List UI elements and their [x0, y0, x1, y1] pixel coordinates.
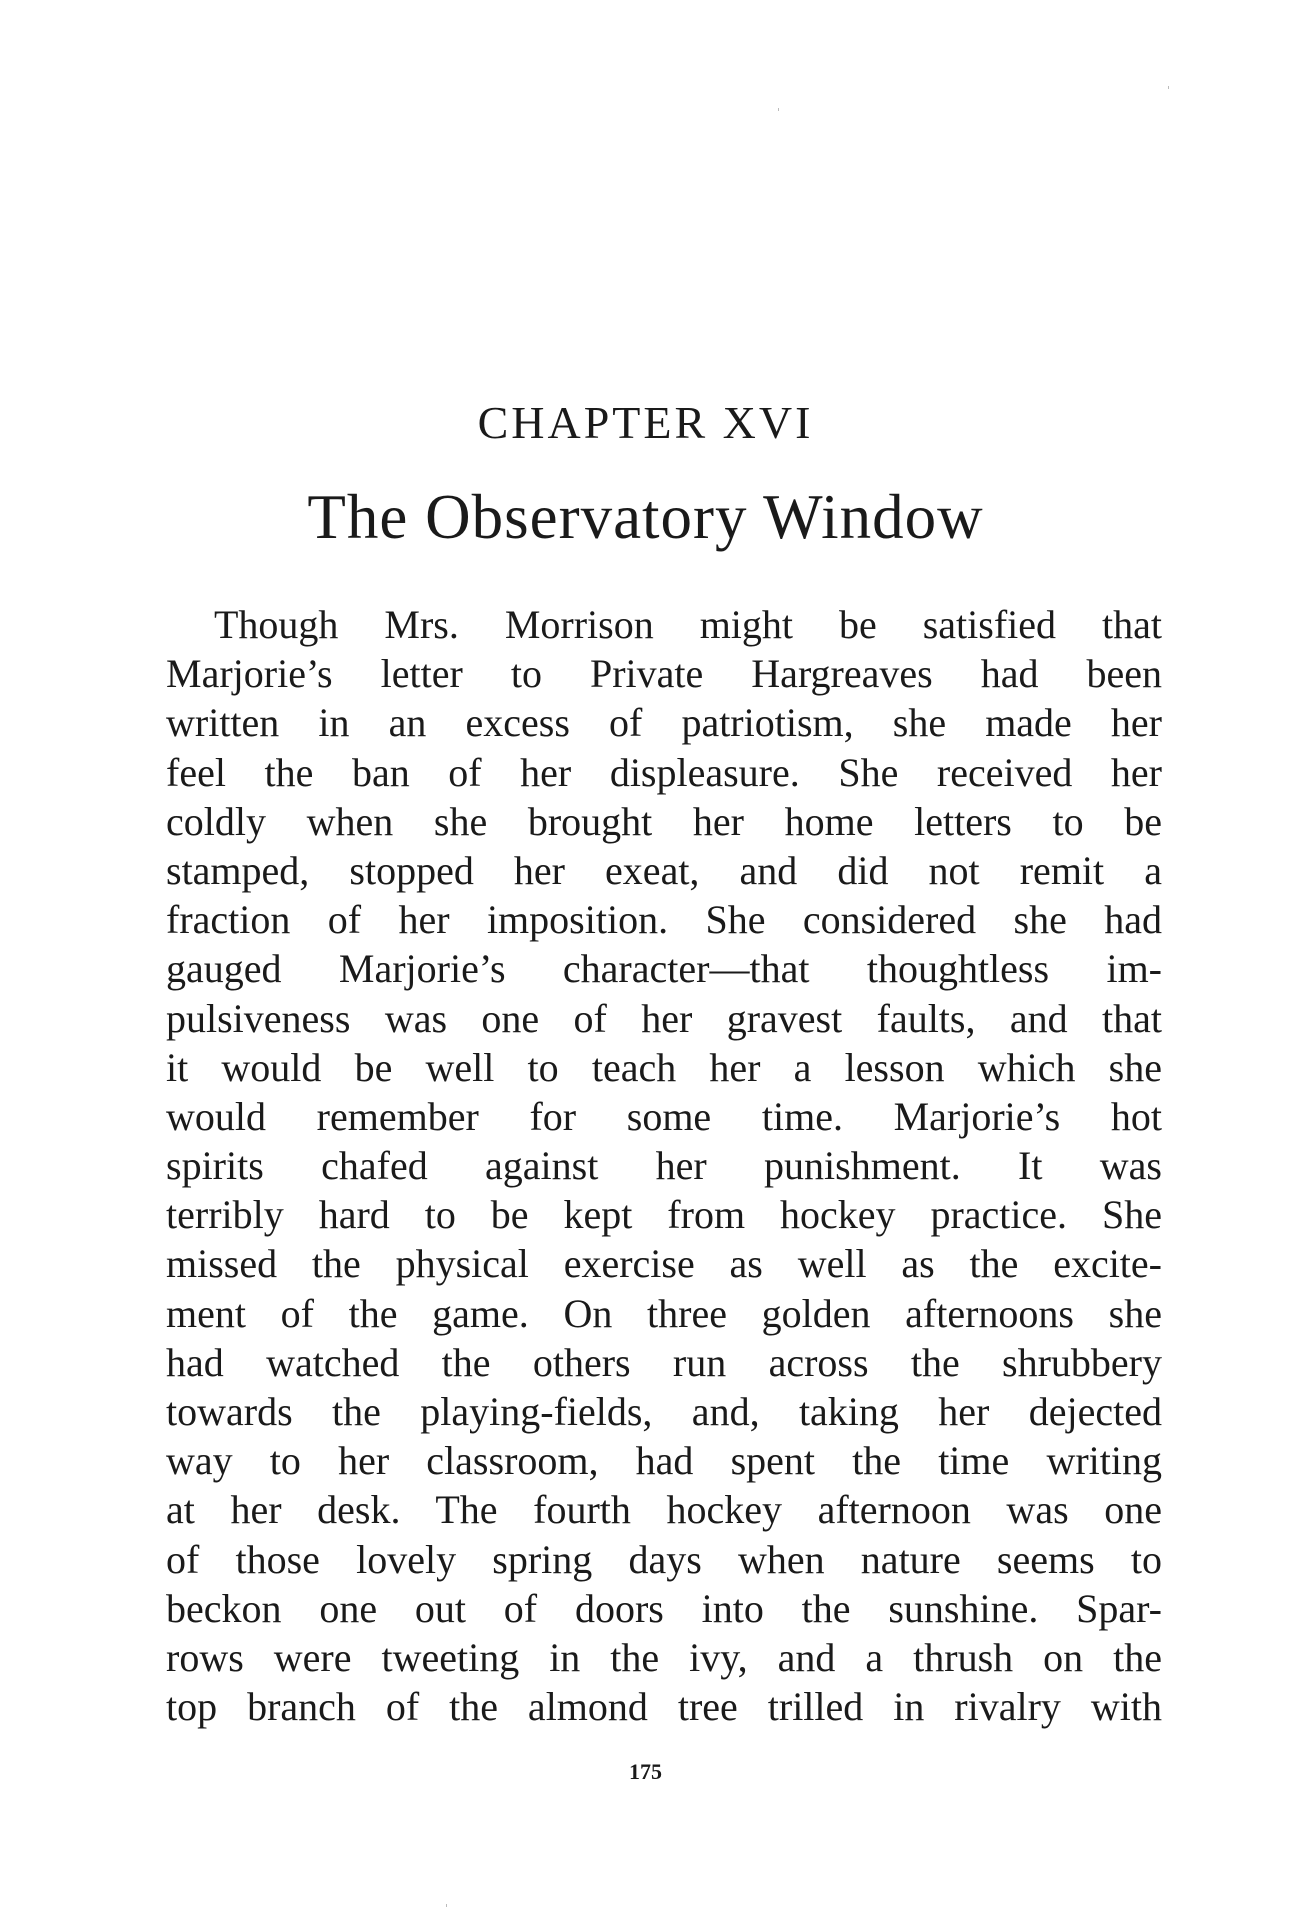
text-line: at her desk. The fourth hockey afternoon was one — [166, 1487, 1162, 1533]
text-line: of those lovely spring days when nature seems to — [166, 1536, 1162, 1582]
text-line: it would be well to teach her a lesson which she — [166, 1044, 1162, 1090]
page-number: 175 — [629, 1759, 662, 1784]
text-line: top branch of the almond tree trilled in rivalry with — [166, 1684, 1162, 1730]
text-line: written in an excess of patriotism, she made her — [166, 700, 1162, 746]
text-line: missed the physical exercise as well as the excite- — [166, 1241, 1162, 1287]
text-line: terribly hard to be kept from hockey practice. She — [166, 1192, 1162, 1238]
chapter-number: CHAPTER XVI — [477, 397, 814, 448]
text-line: had watched the others run across the shrubbery — [166, 1339, 1162, 1385]
text-line: Marjorie’s letter to Private Hargreaves had been — [166, 651, 1162, 697]
text-line: towards the playing-fields, and, taking her dejected — [166, 1389, 1162, 1434]
text-line: feel the ban of her displeasure. She received her — [166, 749, 1162, 795]
text-line: gauged Marjorie’s character—that thoughtless im- — [166, 946, 1162, 992]
text-line: would remember for some time. Marjorie’s hot — [166, 1093, 1162, 1139]
text-line: ment of the game. On three golden afternoons she — [166, 1290, 1162, 1336]
chapter-title: The Observatory Window — [307, 482, 984, 552]
text-line: fraction of her imposition. She considered she had — [166, 897, 1162, 943]
text-line: spirits chafed against her punishment. It was — [166, 1143, 1162, 1189]
text-line: pulsiveness was one of her gravest faults, and that — [166, 995, 1162, 1041]
scan-speck — [446, 1904, 447, 1907]
scan-speck — [778, 108, 779, 111]
text-line: beckon one out of doors into the sunshine. Spar- — [166, 1585, 1162, 1631]
text-line: Though Mrs. Morrison might be satisfied that — [214, 602, 1162, 647]
text-line: rows were tweeting in the ivy, and a thrush on the — [166, 1634, 1162, 1680]
text-line: coldly when she brought her home letters to be — [166, 798, 1162, 844]
text-line: way to her classroom, had spent the time writing — [166, 1438, 1162, 1484]
body-text — [166, 600, 1162, 1731]
text-line: stamped, stopped her exeat, and did not remit a — [166, 847, 1162, 893]
scan-speck — [1168, 86, 1169, 89]
